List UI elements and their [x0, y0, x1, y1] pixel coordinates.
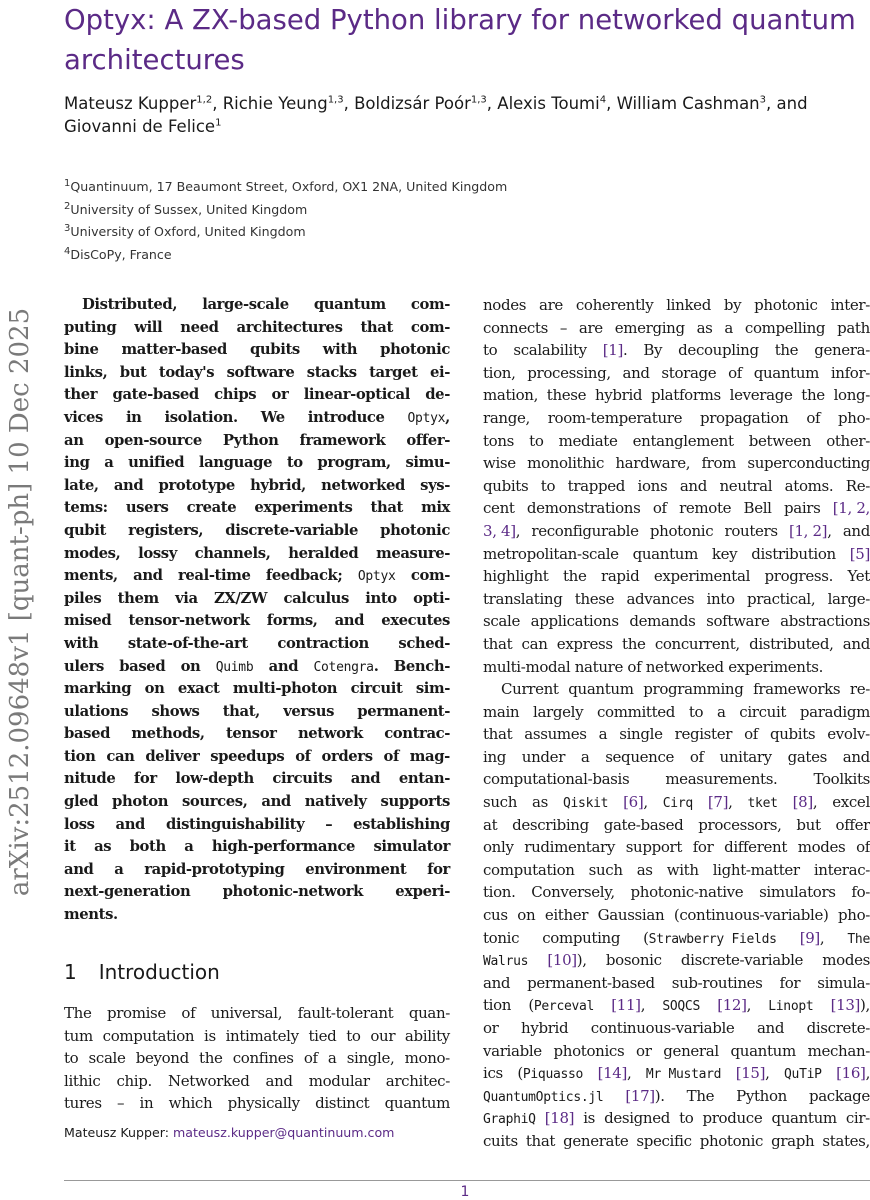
text-line: main largely committed to a circuit paradigm — [483, 702, 870, 721]
citation-link[interactable]: [18] — [544, 1109, 575, 1128]
intro-paragraph — [64, 1002, 450, 1115]
affiliation-index: 2 — [64, 200, 71, 212]
text-line: and permanent-based sub-routines for simula- — [483, 973, 870, 992]
author-name: Mateusz Kupper — [64, 94, 197, 113]
citation-link[interactable]: [11] — [611, 996, 641, 1015]
author-affiliation-index: 1,3 — [327, 94, 344, 106]
affiliation-text: University of Oxford, United Kingdom — [70, 224, 306, 239]
text-line: cent demonstrations of remote Bell pairs [1, 2, — [483, 499, 870, 518]
text-line: tems: users create experiments that mix — [64, 499, 450, 517]
code-name: Piquasso — [522, 1067, 584, 1083]
text-line: tion, processing, and storage of quantum infor- — [483, 363, 870, 382]
citation-link[interactable]: [12] — [717, 996, 747, 1015]
text-line: next-generation photonic-network experi- — [64, 883, 450, 901]
text-line: 3, 4], reconfigurable photonic routers [1, 2], and — [483, 521, 870, 540]
text-line: vices in isolation. We introduce Optyx, — [64, 408, 450, 426]
affiliation — [64, 176, 764, 199]
text-line: tion (Perceval [11], SOQCS [12], Linopt [13]), — [483, 996, 870, 1015]
text-line: piles them via ZX/ZW calculus into opti- — [64, 589, 450, 607]
text-line: computation such as with light-matter interac- — [483, 860, 870, 879]
code-name: QuTiP — [784, 1067, 822, 1083]
affiliation — [64, 244, 764, 267]
affiliation — [64, 221, 764, 244]
text-line: only rudimentary support for different modes of — [483, 838, 870, 857]
text-line: ulations shows that, versus permanent- — [64, 702, 450, 720]
author-name: Richie Yeung — [222, 94, 328, 113]
affiliation-text: DisCoPy, France — [70, 246, 172, 262]
paper-title: Optyx: A ZX-based Python library for networked quantum architectures — [64, 4, 856, 76]
footer-rule — [64, 1180, 870, 1181]
text-line: late, and prototype hybrid, networked sys- — [64, 476, 450, 494]
text-line: an open-source Python framework offer- — [64, 431, 450, 449]
affiliation-index: 1 — [64, 177, 71, 189]
text-line: range, room-temperature propagation of pho- — [483, 408, 870, 427]
text-line: to scale beyond the confines of a single, mono- — [64, 1049, 450, 1068]
affiliation-index: 3 — [64, 222, 71, 234]
author-name: Alexis Toumi — [497, 94, 600, 113]
text-line: metropolitan-scale quantum key distribution [5] — [483, 544, 870, 563]
text-line: translating these advances into practical, large- — [483, 589, 870, 608]
abstract — [64, 294, 450, 927]
text-line: gled photon sources, and natively supports — [64, 793, 450, 811]
code-name: Quimb — [215, 659, 254, 675]
citation-link[interactable]: [16] — [836, 1064, 866, 1083]
code-name: QuantumOptics.jl — [483, 1089, 604, 1105]
text-line: cuits that generate specific photonic graph states, — [483, 1131, 870, 1150]
text-line: it as both a high-performance simulator — [64, 838, 450, 856]
text-line: tons to mediate entanglement between other- — [483, 431, 870, 450]
arxiv-identifier: arXiv:2512.09648v1 [quant-ph] 10 Dec 2025 — [5, 307, 35, 897]
citation-link[interactable]: [1] — [602, 341, 623, 360]
text-line: ing a unified language to program, simu- — [64, 454, 450, 472]
text-line: QuantumOptics.jl [17]). The Python package — [483, 1086, 870, 1105]
text-line: Current quantum programming frameworks re- — [501, 680, 870, 699]
author-affiliation-index: 4 — [599, 94, 607, 106]
section-number: 1 — [64, 960, 77, 984]
citation-link[interactable]: [13] — [830, 996, 861, 1015]
text-line: nitude for low-depth circuits and entan- — [64, 770, 450, 788]
footnote-author: Mateusz Kupper: — [64, 1125, 169, 1140]
citation-link[interactable]: [8] — [792, 793, 813, 812]
text-line: ulers based on Quimb and Cotengra. Bench- — [64, 657, 450, 675]
author-email-link[interactable]: mateusz.kupper@quantinuum.com — [173, 1125, 395, 1140]
text-line: cus on either Gaussian (continuous-variable) pho- — [483, 906, 870, 925]
text-line: loss and distinguishability – establishing — [64, 815, 450, 833]
text-line: highlight the rapid experimental progress. Yet — [483, 567, 870, 586]
author-name: Boldizsár Poór — [354, 94, 471, 113]
text-line: multi-modal nature of networked experiments. — [483, 657, 824, 676]
code-name: Perceval — [533, 999, 595, 1015]
text-line: to scalability [1]. By decoupling the genera- — [483, 341, 870, 360]
text-line: mised tensor-network forms, and executes — [64, 612, 450, 630]
author-name: Giovanni de Felice — [64, 117, 216, 136]
author-affiliation-index: 3 — [759, 94, 767, 106]
code-name: Mr Mustard — [645, 1067, 722, 1083]
corresponding-author-footnote — [64, 1125, 394, 1140]
citation-link[interactable]: [10] — [547, 951, 577, 970]
citation-link[interactable]: [1, 2, — [832, 499, 870, 518]
citation-link[interactable]: [15] — [735, 1064, 766, 1083]
text-line: links, but today's software stacks target ei- — [64, 363, 450, 381]
citation-link[interactable]: [5] — [849, 544, 870, 563]
text-line: bine matter-based qubits with photonic — [64, 341, 450, 359]
text-line: marking on exact multi-photon circuit sim- — [64, 680, 450, 698]
author-name: William Cashman — [616, 94, 760, 113]
citation-link[interactable]: [9] — [799, 928, 820, 947]
text-line: mation, these hybrid platforms leverage the long- — [483, 386, 870, 405]
section-heading — [64, 960, 220, 984]
code-name: Cirq — [662, 796, 693, 812]
text-line: scale applications demands software abstractions — [483, 612, 870, 631]
text-line: tonic computing (Strawberry Fields [9], The — [483, 928, 870, 947]
text-line: or hybrid continuous-variable and discrete- — [483, 1019, 870, 1037]
citation-link[interactable]: [6] — [623, 793, 644, 812]
author-affiliation-index: 1,3 — [470, 94, 487, 106]
text-line: such as Qiskit [6], Cirq [7], tket [8], excel — [483, 793, 870, 812]
code-name: Qiskit — [562, 796, 609, 812]
text-line: GraphiQ [18] is designed to produce quantum cir- — [483, 1109, 870, 1128]
affiliation-text: Quantinuum, 17 Beaumont Street, Oxford, OX1 2NA, United Kingdom — [70, 179, 508, 194]
code-name: Optyx — [357, 569, 396, 585]
text-line: tum computation is intimately tied to our ability — [64, 1026, 450, 1045]
citation-link[interactable]: 3, 4] — [483, 521, 516, 540]
code-name: Cotengra — [313, 659, 374, 675]
right-column-text — [483, 294, 870, 1153]
text-line: Distributed, large-scale quantum com- — [82, 296, 450, 313]
text-line: that assumes a single register of qubits evolv- — [483, 725, 870, 744]
text-line: modes, lossy channels, heralded measure- — [64, 544, 450, 562]
author-affiliation-index: 1 — [215, 117, 222, 129]
text-line: puting will need architectures that com- — [64, 318, 450, 336]
code-name: SOQCS — [662, 999, 700, 1015]
citation-link[interactable]: [17] — [625, 1086, 655, 1105]
code-name: tket — [747, 796, 778, 812]
text-line: variable photonics or general quantum mechan- — [483, 1041, 870, 1060]
text-line: computational-basis measurements. Toolkits — [483, 770, 870, 789]
text-line: ing under a sequence of unitary gates and — [483, 747, 870, 766]
text-line: tures – in which physically distinct quantum — [64, 1094, 450, 1113]
text-line: Walrus [10]), bosonic discrete-variable modes — [483, 951, 870, 970]
citation-link[interactable]: [7] — [707, 793, 729, 812]
affiliation-list — [64, 176, 764, 266]
text-line: tion can deliver speedups of orders of mag- — [64, 747, 450, 765]
text-line: that can express the concurrent, distributed, and — [483, 634, 870, 653]
code-name: Optyx — [407, 410, 446, 426]
text-line: lithic chip. Networked and modular architec- — [64, 1071, 450, 1090]
citation-link[interactable]: [1, 2] — [788, 521, 828, 540]
affiliation-text: University of Sussex, United Kingdom — [70, 201, 308, 217]
code-name: Walrus — [483, 954, 529, 970]
text-line: at describing gate-based processors, but offer — [483, 815, 870, 834]
code-name: Strawberry Fields — [648, 931, 777, 947]
text-line: ther gate-based chips or linear-optical de- — [64, 386, 450, 404]
text-line: tion. Conversely, photonic-native simulators fo- — [483, 883, 870, 902]
text-line: qubits to trapped ions and neutral atoms. Re- — [483, 476, 870, 495]
text-line: ments, and real-time feedback; Optyx com- — [64, 567, 450, 585]
code-name: GraphiQ — [483, 1112, 536, 1128]
author-list: Mateusz Kupper$^{1,2}$, Richie Yeung$^{1,3}$, Boldizsár Poór$^{1,3}$, Alexis Toumi$^4$, William Cashman$^3$, and Giovanni de Felice$^1$ — [64, 94, 808, 136]
text-line: and a rapid-prototyping environment for — [64, 860, 450, 878]
text-line: based methods, tensor network contrac- — [64, 725, 450, 743]
text-line: qubit registers, discrete-variable photonic — [64, 521, 450, 539]
code-name: The — [847, 931, 870, 947]
text-line: nodes are coherently linked by photonic inter- — [483, 296, 870, 314]
text-line: connects – are emerging as a compelling path — [483, 318, 870, 337]
text-line: with state-of-the-art contraction sched- — [64, 634, 450, 652]
code-name: Linopt — [768, 999, 814, 1015]
text-line: ments. — [64, 906, 118, 924]
text-line: The promise of universal, fault-tolerant quan- — [64, 1004, 450, 1022]
affiliation — [64, 199, 764, 222]
text-line: wise monolithic hardware, from superconducting — [483, 454, 870, 473]
page-number: 1 — [460, 1184, 470, 1200]
section-title: Introduction — [98, 960, 220, 984]
author-affiliation-index: 1,2 — [196, 94, 213, 106]
citation-link[interactable]: [14] — [597, 1064, 627, 1083]
affiliation-index: 4 — [64, 245, 71, 257]
text-line: ics (Piquasso [14], Mr Mustard [15], QuTiP [16], — [483, 1064, 870, 1083]
